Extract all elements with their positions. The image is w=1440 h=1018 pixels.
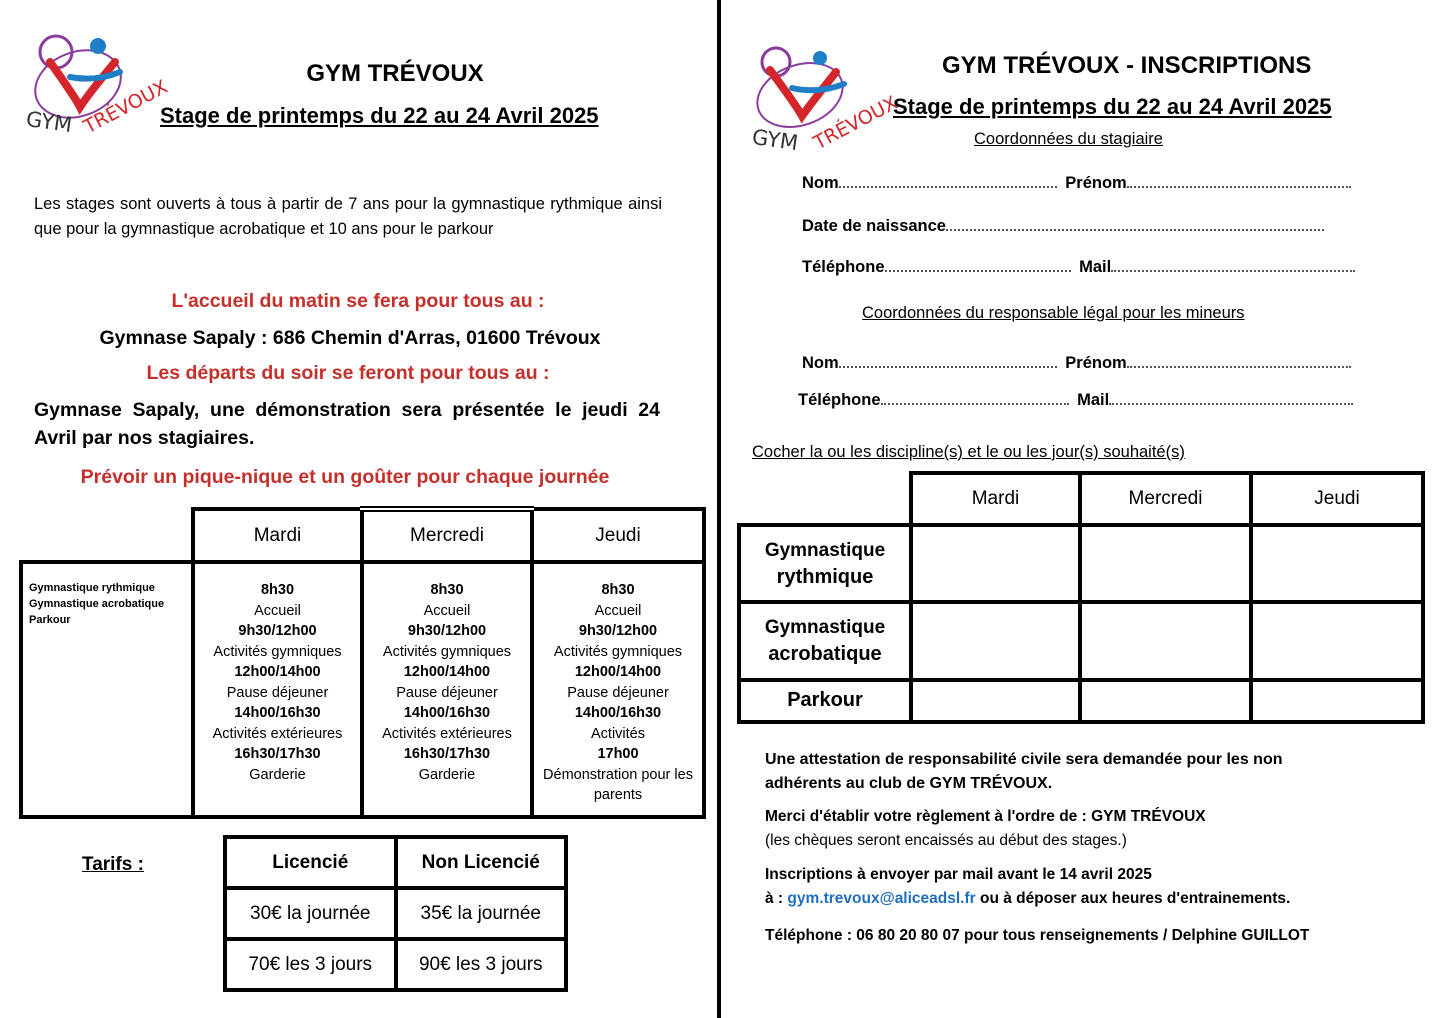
guardian-contact-row [798, 389, 1353, 410]
activity: Activités [591, 725, 645, 742]
morning-address: Gymnase Sapaly : 686 Chemin d'Arras, 01600 Trévoux [99, 327, 601, 349]
time-slot: 12h00/14h00 [234, 664, 321, 680]
grid-day-mardi: Mardi [911, 473, 1080, 525]
activity: Accueil [254, 602, 301, 619]
left-title: GYM TRÉVOUX [306, 60, 484, 87]
schedule-disciplines [21, 562, 193, 817]
tel-label: Téléphone [802, 258, 885, 276]
time-slot: 8h30 [260, 582, 295, 598]
schedule-day-jeudi: Jeudi [532, 509, 704, 562]
trainee-heading: Coordonnées du stagiaire [974, 130, 1163, 148]
guardian-tel-field[interactable] [881, 389, 1069, 405]
checkbox-cell[interactable] [1080, 680, 1251, 723]
discipline-line: rythmique [776, 565, 874, 588]
time-slot: 8h30 [601, 582, 635, 598]
attestation-line-2: adhérents au club de GYM TRÉVOUX. [765, 775, 1053, 792]
schedule-column-mercredi [362, 562, 532, 817]
trainee-contact-row [802, 256, 1355, 277]
discipline-label: Gymnastique rythmique [29, 582, 155, 594]
checkbox-cell[interactable] [911, 680, 1080, 723]
inscription-grid [737, 471, 1425, 724]
discipline-line: Gymnastique [764, 539, 886, 561]
discipline-line: acrobatique [768, 642, 882, 665]
tarifs-label: Tarifs : [82, 854, 144, 875]
tarif-cell: 70€ les 3 jours [225, 939, 396, 990]
grid-day-mercredi: Mercredi [1080, 473, 1251, 525]
time-slot: 14h00/16h30 [574, 705, 662, 721]
send-line-2 [765, 887, 1290, 911]
evening-text: Gymnase Sapaly, une démonstration sera présentée le jeudi 24 Avril par nos stagiaires. [34, 399, 660, 449]
time-slot: 9h30/12h00 [578, 623, 658, 639]
activity: Activités gymniques [213, 643, 342, 660]
checkbox-cell[interactable] [1251, 525, 1423, 602]
grid-corner [739, 473, 911, 525]
activity: Accueil [594, 602, 642, 619]
time-slot: 9h30/12h00 [238, 623, 317, 639]
email-link[interactable]: gym.trevoux@aliceadsl.fr [787, 890, 976, 907]
guardian-prenom-field[interactable] [1127, 352, 1351, 368]
send-line: Inscriptions à envoyer par mail avant le 14 avril 2025 [765, 866, 1152, 883]
nom-label: Nom [802, 174, 839, 192]
logo-word-trevoux: TRÉVOUX [810, 91, 902, 155]
time-slot: 17h00 [597, 746, 639, 762]
activity: Démonstration pour les parents [543, 766, 693, 803]
payment-note: (les chèques seront encaissés au début des stages.) [765, 832, 1127, 849]
nom-label: Nom [802, 354, 839, 372]
logo-word-trevoux: TRÉVOUX [80, 75, 172, 139]
schedule-corner [21, 509, 193, 562]
prenom-label: Prénom [1065, 354, 1127, 372]
evening-heading: Les départs du soir se feront pour tous au : [146, 362, 550, 384]
schedule-column-jeudi [532, 562, 704, 817]
send-suffix: ou à déposer aux heures d'entrainements. [980, 890, 1291, 907]
check-instruction: Cocher la ou les discipline(s) et le ou les jour(s) souhaité(s) [752, 443, 1185, 461]
activity: Activités extérieures [212, 725, 343, 742]
time-slot: 16h30/17h30 [403, 746, 491, 762]
phone-line: Téléphone : 06 80 20 80 07 pour tous renseignements / Delphine GUILLOT [765, 927, 1310, 944]
grid-discipline-acrobatique [739, 602, 911, 679]
discipline-label: Gymnastique acrobatique [29, 598, 165, 610]
tel-label: Téléphone [798, 391, 881, 409]
dob-label: Date de naissance [802, 217, 946, 235]
tel-field[interactable] [885, 256, 1071, 272]
tarif-cell: 35€ la journée [396, 888, 567, 939]
left-subtitle: Stage de printemps du 22 au 24 Avril 2025 [160, 103, 599, 128]
discipline-line: Gymnastique [764, 616, 886, 638]
prenom-label: Prénom [1065, 174, 1127, 192]
activity: Accueil [423, 602, 471, 619]
right-title: GYM TRÉVOUX - INSCRIPTIONS [942, 52, 1312, 79]
morning-heading: L'accueil du matin se fera pour tous au : [171, 290, 545, 312]
checkbox-cell[interactable] [1080, 602, 1251, 679]
tarif-cell: 90€ les 3 jours [396, 939, 567, 990]
checkbox-cell[interactable] [1080, 525, 1251, 602]
schedule-table [19, 506, 706, 819]
intro-text: Les stages sont ouverts à tous à partir de 7 ans pour la gymnastique rythmique ainsi que pour la gymnastique acrobatique et 10 ans pour le parkour [34, 195, 662, 238]
checkbox-cell[interactable] [911, 602, 1080, 679]
grid-discipline-parkour [739, 680, 911, 723]
time-slot: 8h30 [430, 582, 464, 598]
activity: Garderie [249, 766, 306, 783]
guardian-nom-field[interactable] [839, 352, 1057, 368]
guardian-heading: Coordonnées du responsable légal pour les mineurs [862, 304, 1245, 322]
time-slot: 12h00/14h00 [574, 664, 662, 680]
activity: Pause déjeuner [226, 684, 329, 701]
activity: Pause déjeuner [567, 684, 669, 701]
payment-line: Merci d'établir votre règlement à l'ordre de : GYM TRÉVOUX [765, 808, 1206, 825]
mail-field[interactable] [1111, 256, 1355, 272]
guardian-name-row [802, 352, 1351, 373]
activity: Pause déjeuner [396, 684, 498, 701]
right-subtitle: Stage de printemps du 22 au 24 Avril 2025 [893, 94, 1332, 119]
dob-field[interactable] [946, 215, 1324, 231]
nom-field[interactable] [839, 172, 1057, 188]
time-slot: 9h30/12h00 [407, 623, 487, 639]
grid-day-jeudi: Jeudi [1251, 473, 1423, 525]
discipline-label: Parkour [29, 614, 71, 626]
checkbox-cell[interactable] [911, 525, 1080, 602]
tarif-cell: 30€ la journée [225, 888, 396, 939]
activity: Activités extérieures [382, 725, 512, 742]
send-prefix: à : [765, 890, 784, 907]
activity: Garderie [418, 766, 476, 783]
time-slot: 12h00/14h00 [403, 664, 491, 680]
discipline-line: Parkour [787, 689, 863, 712]
prenom-field[interactable] [1127, 172, 1351, 188]
attestation-line-1: Une attestation de responsabilité civile sera demandée pour les non [765, 751, 1283, 768]
gym-trevoux-logo-right [748, 40, 902, 165]
activity: Activités gymniques [553, 643, 683, 660]
tarifs-table [223, 835, 568, 992]
logo-word-gym: GYM [24, 106, 74, 138]
checkbox-cell[interactable] [1251, 680, 1423, 723]
logo-word-gym: GYM [750, 124, 800, 156]
schedule-column-mardi [193, 562, 362, 817]
guardian-mail-field[interactable] [1109, 389, 1353, 405]
schedule-day-mercredi: Mercredi [362, 509, 532, 562]
trainee-name-row [802, 172, 1351, 193]
mail-label: Mail [1077, 391, 1110, 409]
page-divider [717, 0, 721, 1018]
activity: Activités gymniques [382, 643, 512, 660]
time-slot: 16h30/17h30 [234, 746, 321, 762]
trainee-dob-row [802, 215, 1324, 236]
time-slot: 14h00/16h30 [234, 705, 321, 721]
schedule-day-mardi: Mardi [193, 509, 362, 562]
grid-discipline-rythmique [739, 525, 911, 602]
picnic-note: Prévoir un pique-nique et un goûter pour chaque journée [80, 466, 610, 488]
time-slot: 14h00/16h30 [403, 705, 491, 721]
mail-label: Mail [1079, 258, 1112, 276]
checkbox-cell[interactable] [1251, 602, 1423, 679]
tarif-header-non-licencie: Non Licencié [396, 837, 567, 888]
tarif-header-licencie: Licencié [225, 837, 396, 888]
